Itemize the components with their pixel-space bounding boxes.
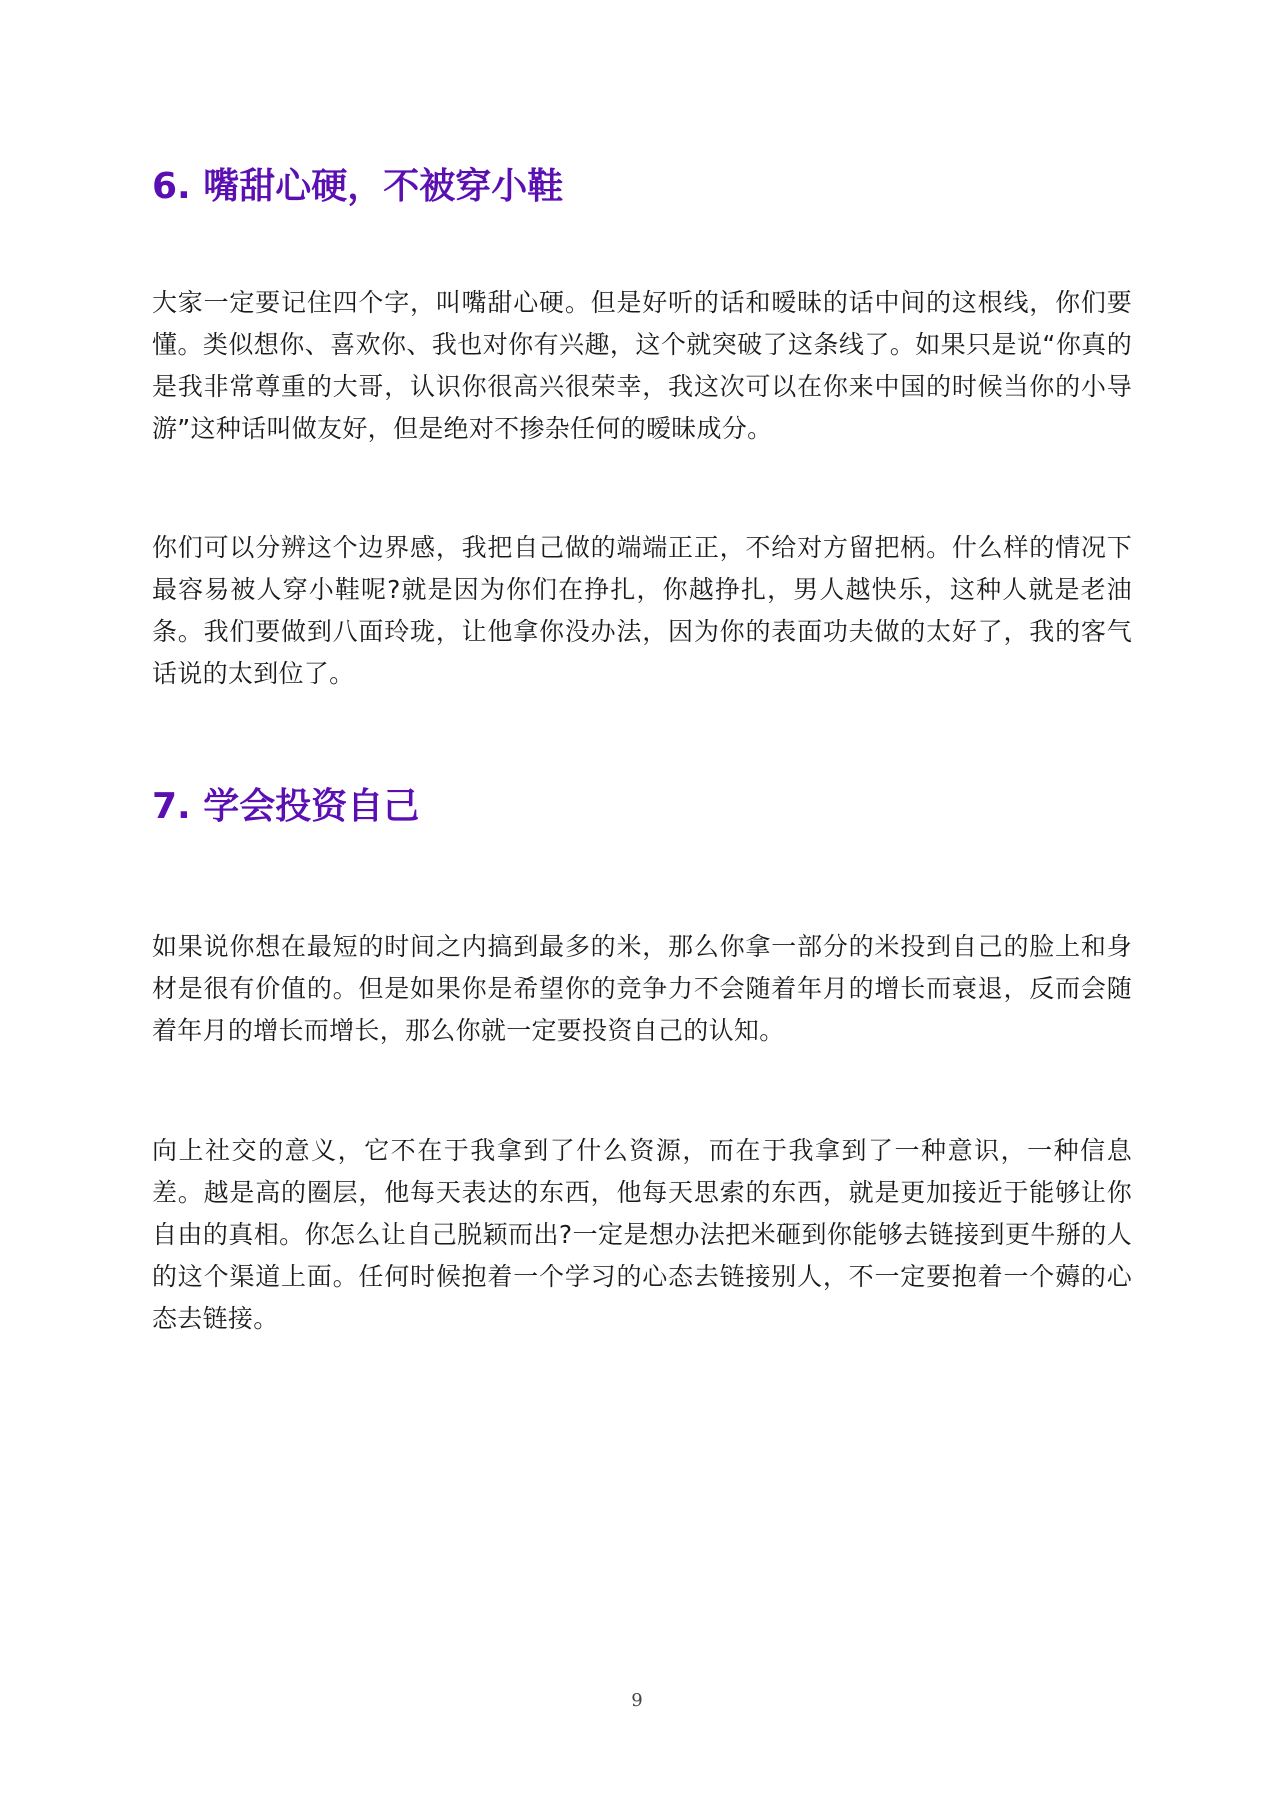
section-paragraph: 你们可以分辨这个边界感，我把自己做的端端正正，不给对方留把柄。什么样的情况下最容易被人穿小鞋呢?就是因为你们在挣扎，你越挣扎，男人越快乐，这种人就是老油条。我们要做到八面玲珑，让他拿你没办法，因为你的表面功夫做的太好了，我的客气话说的太到位了。 [152,533,1132,688]
section-paragraph: 如果说你想在最短的时间之内搞到最多的米，那么你拿一部分的米投到自己的脸上和身材是很有价值的。但是如果你是希望你的竞争力不会随着年月的增长而衰退，反而会随着年月的增长而增长，那么你就一定要投资自己的认知。 [152,932,1132,1045]
page-number: 9 [631,1690,643,1711]
section-paragraph: 向上社交的意义，它不在于我拿到了什么资源，而在于我拿到了一种意识，一种信息差。越是高的圈层，他每天表达的东西，他每天思索的东西，就是更加接近于能够让你自由的真相。你怎么让自己脱颖而出?一定是想办法把米砸到你能够去链接到更牛掰的人的这个渠道上面。任何时候抱着一个学习的心态去链接别人，不一定要抱着一个薅的心态去链接。 [152,1136,1132,1333]
section-heading: 7. 学会投资自己 [152,786,420,827]
section-heading: 6. 嘴甜心硬，不被穿小鞋 [152,166,564,207]
section-paragraph: 大家一定要记住四个字，叫嘴甜心硬。但是好听的话和暧昧的话中间的这根线，你们要懂。类似想你、喜欢你、我也对你有兴趣，这个就突破了这条线了。如果只是说“你真的是我非常尊重的大哥，认识你很高兴很荣幸，我这次可以在你来中国的时候当你的小导游”这种话叫做友好，但是绝对不掺杂任何的暧昧成分。 [152,288,1132,443]
